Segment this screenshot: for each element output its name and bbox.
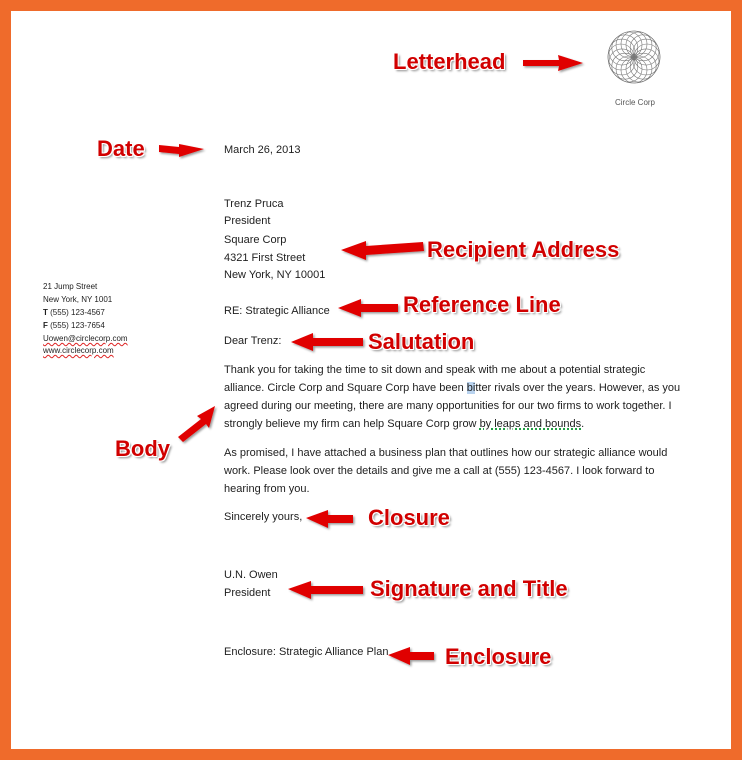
closure: Sincerely yours, bbox=[224, 511, 303, 523]
email-link[interactable]: Uowen@circlecorp.com bbox=[43, 334, 128, 343]
annotation-reference: Reference Line bbox=[403, 292, 561, 317]
arrow-salutation bbox=[291, 333, 363, 351]
annotation-recipient: Recipient Address bbox=[427, 237, 620, 262]
signature-name: U.N. Owen bbox=[224, 569, 278, 581]
reference-line: RE: Strategic Alliance bbox=[224, 305, 330, 317]
recipient-line: New York, NY 10001 bbox=[224, 269, 326, 281]
annotation-enclosure: Enclosure bbox=[445, 644, 552, 669]
fax-value: (555) 123-7654 bbox=[50, 321, 105, 330]
annotation-signature: Signature and Title bbox=[370, 576, 568, 601]
salutation: Dear Trenz: bbox=[224, 335, 282, 347]
signature-title: President bbox=[224, 587, 271, 599]
letter-page bbox=[11, 11, 731, 749]
body-text: . bbox=[581, 418, 585, 430]
sender-street: 21 Jump Street bbox=[43, 282, 98, 291]
body-text: alliance. Circle Corp and Square Corp have been bbox=[224, 382, 467, 394]
body-line: Thank you for taking the time to sit down and speak with me about a potential strategic bbox=[224, 364, 646, 376]
enclosure: Enclosure: Strategic Alliance Plan bbox=[224, 646, 389, 658]
grammar-underline: by leaps and bounds bbox=[479, 418, 582, 430]
body-line: As promised, I have attached a business plan that outlines how our strategic alliance would bbox=[224, 447, 668, 459]
annotation-closure: Closure bbox=[368, 505, 450, 530]
annotation-date: Date bbox=[97, 136, 145, 161]
recipient-line: President bbox=[224, 215, 271, 227]
arrow-body bbox=[178, 406, 215, 442]
phone-value: (555) 123-4567 bbox=[50, 308, 105, 317]
letter-date: March 26, 2013 bbox=[224, 144, 301, 156]
text-selection-highlight: bi bbox=[466, 382, 476, 394]
body-line: work. Please look over the details and give me a call at (555) 123-4567. I look forward to bbox=[224, 465, 655, 477]
arrow-signature bbox=[288, 581, 363, 599]
recipient-line: 4321 First Street bbox=[224, 252, 306, 264]
arrow-enclosure bbox=[388, 647, 434, 665]
body-text: tter rivals over the years. However, as you bbox=[475, 382, 681, 394]
logo-company-name: Circle Corp bbox=[615, 98, 656, 107]
arrow-closure bbox=[306, 510, 353, 528]
arrow-recipient bbox=[341, 241, 424, 260]
arrow-date bbox=[159, 144, 204, 157]
annotation-salutation: Salutation bbox=[368, 329, 475, 354]
body-line: agreed during our meeting, there are many opportunities for our two firms to work together. I bbox=[224, 400, 672, 412]
annotation-body: Body bbox=[115, 436, 170, 461]
recipient-line: Trenz Pruca bbox=[224, 198, 284, 210]
website-link[interactable]: www.circlecorp.com bbox=[43, 346, 114, 355]
sender-city: New York, NY 1001 bbox=[43, 295, 113, 304]
annotation-letterhead: Letterhead bbox=[393, 49, 506, 74]
recipient-line: Square Corp bbox=[224, 234, 287, 246]
body-line: hearing from you. bbox=[224, 483, 310, 495]
annotation-arrows bbox=[11, 11, 731, 749]
fax-prefix: F bbox=[43, 321, 48, 330]
phone-prefix: T bbox=[43, 308, 48, 317]
arrow-reference bbox=[338, 299, 398, 317]
body-text: strongly believe my firm can help Square Corp grow bbox=[224, 418, 480, 430]
arrow-letterhead bbox=[523, 55, 583, 71]
